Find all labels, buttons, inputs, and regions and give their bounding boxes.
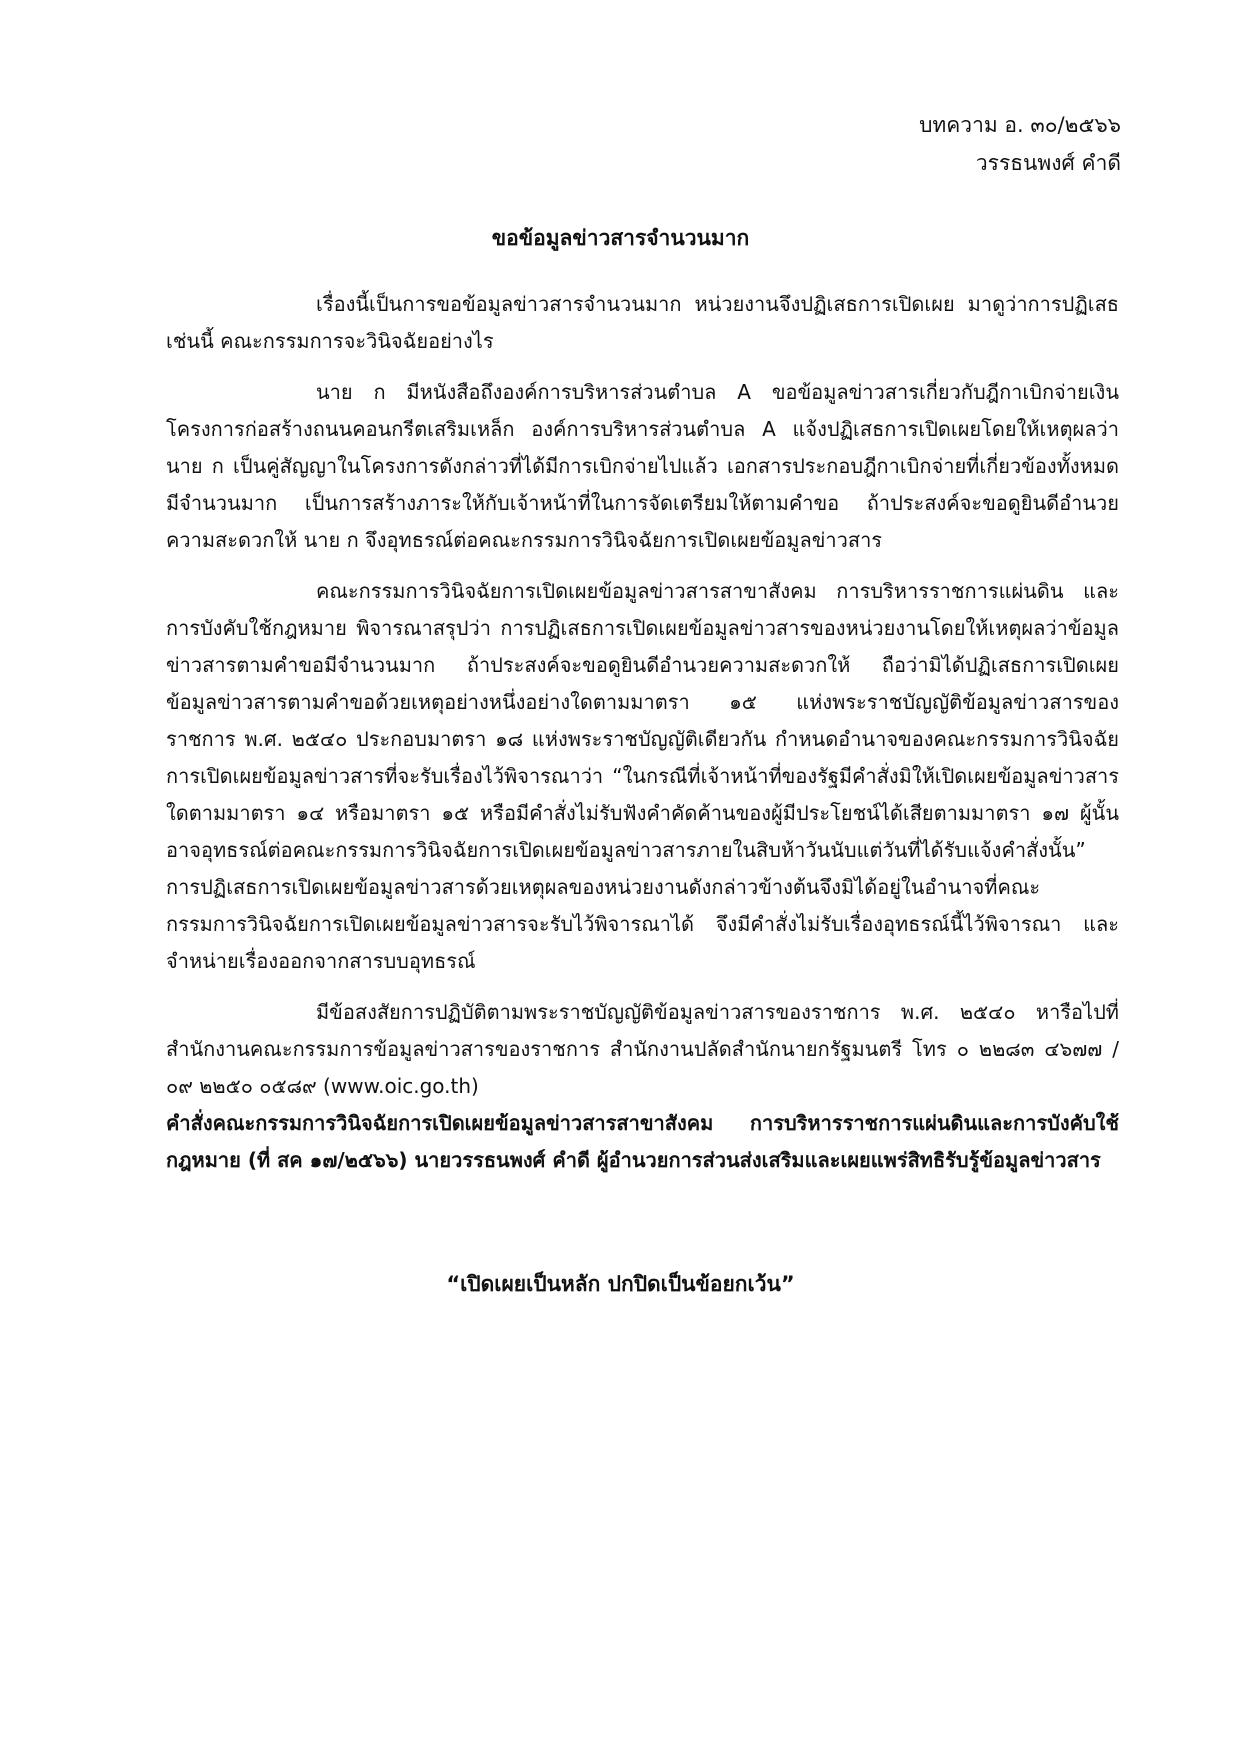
article-number: บทความ อ. ๓๐/๒๕๖๖ xyxy=(919,113,1121,137)
contact-paragraph: มีข้อสงสัยการปฏิบัติตามพระราชบัญญัติข้อมูลข่าวสารของราชการ พ.ศ. ๒๕๔๐ หารือไปที่สำนักงานคณะกรรมการข้อมูลข่าวสารของราชการ สำนักงานปลัดสำนักนายกรัฐมนตรี โทร ๐ ๒๒๘๓ ๔๖๗๗ / ๐๙ ๒๒๕๐ ๐๕๘๙ (www.oic.go.th) xyxy=(166,1000,1119,1098)
committee-decision-paragraph: คณะกรรมการวินิจฉัยการเปิดเผยข้อมูลข่าวสารสาขาสังคม การบริหารราชการแผ่นดิน และการบังคับใช้กฎหมาย พิจารณาสรุปว่า การปฏิเสธการเปิดเผยข้อมูลข่าวสารของหน่วยงานโดยให้เหตุผลว่าข้อมูลข่าวสารตามคำขอมีจำนวนมาก ถ้าประสงค์จะขอดูยินดีอำนวยความสะดวกให้ ถือว่ามิได้ปฏิเสธการเปิดเผยข้อมูลข่าวสารตามคำขอด้วยเหตุอย่างหนึ่งอย่างใดตามมาตรา ๑๕ แห่งพระราชบัญญัติข้อมูลข่าวสารของราชการ พ.ศ. ๒๕๔๐ ประกอบมาตรา ๑๘ แห่งพระราชบัญญัติเดียวกัน กำหนดอำนาจของคณะกรรมการวินิจฉัยการเปิดเผยข้อมูลข่าวสารที่จะรับเรื่องไว้พิจารณาว่า “ในกรณีที่เจ้าหน้าที่ของรัฐมีคำสั่งมิให้เปิดเผยข้อมูลข่าวสารใดตามมาตรา ๑๔ หรือมาตรา ๑๕ หรือมีคำสั่งไม่รับฟังคำคัดค้านของผู้มีประโยชน์ได้เสียตามมาตรา ๑๗ ผู้นั้นอาจอุทธรณ์ต่อคณะกรรมการวินิจฉัยการเปิดเผยข้อมูลข่าวสารภายในสิบห้าวันนับแต่วันที่ได้รับแจ้งคำสั่งนั้น” การปฏิเสธการเปิดเผยข้อมูลข่าวสารด้วยเหตุผลของหน่วยงานดังกล่าวข้างต้นจึงมิได้อยู่ในอำนาจที่คณะกรรมการวินิจฉัยการเปิดเผยข้อมูลข่าวสารจะรับไว้พิจารณาได้ จึงมีคำสั่งไม่รับเรื่องอุทธรณ์นี้ไว้พิจารณา และจำหน่ายเรื่องออกจากสารบบอุทธรณ์ xyxy=(166,579,1119,973)
closing-slogan: “เปิดเผยเป็นหลัก ปกปิดเป็นข้อยกเว้น” xyxy=(446,1272,795,1296)
intro-paragraph: เรื่องนี้เป็นการขอข้อมูลข่าวสารจำนวนมาก หน่วยงานจึงปฏิเสธการเปิดเผย มาดูว่าการปฏิเสธเช่นนี้ คณะกรรมการจะวินิจฉัยอย่างไร xyxy=(166,292,1119,353)
committee-order-reference: คำสั่งคณะกรรมการวินิจฉัยการเปิดเผยข้อมูลข่าวสารสาขาสังคม การบริหารราชการแผ่นดินและการบังคับใช้กฎหมาย (ที่ สค ๑๗/๒๕๖๖) นายวรรธนพงศ์ คำดี ผู้อำนวยการส่วนส่งเสริมและเผยแพร่สิทธิรับรู้ข้อมูลข่าวสาร xyxy=(166,1111,1119,1172)
page-title: ขอข้อมูลข่าวสารจำนวนมาก xyxy=(491,226,750,250)
article-body xyxy=(166,286,1119,1179)
case-facts-paragraph: นาย ก มีหนังสือถึงองค์การบริหารส่วนตำบล A ขอข้อมูลข่าวสารเกี่ยวกับฎีกาเบิกจ่ายเงินโครงการก่อสร้างถนนคอนกรีตเสริมเหล็ก องค์การบริหารส่วนตำบล A แจ้งปฏิเสธการเปิดเผยโดยให้เหตุผลว่า นาย ก เป็นคู่สัญญาในโครงการดังกล่าวที่ได้มีการเบิกจ่ายไปแล้ว เอกสารประกอบฎีกาเบิกจ่ายที่เกี่ยวข้องทั้งหมดมีจำนวนมาก เป็นการสร้างภาระให้กับเจ้าหน้าที่ในการจัดเตรียมให้ตามคำขอ ถ้าประสงค์จะขอดูยินดีอำนวยความสะดวกให้ นาย ก จึงอุทธรณ์ต่อคณะกรรมการวินิจฉัยการเปิดเผยข้อมูลข่าวสาร xyxy=(166,380,1119,552)
article-header xyxy=(919,106,1121,182)
author-name: วรรธนพงศ์ คำดี xyxy=(975,151,1121,175)
